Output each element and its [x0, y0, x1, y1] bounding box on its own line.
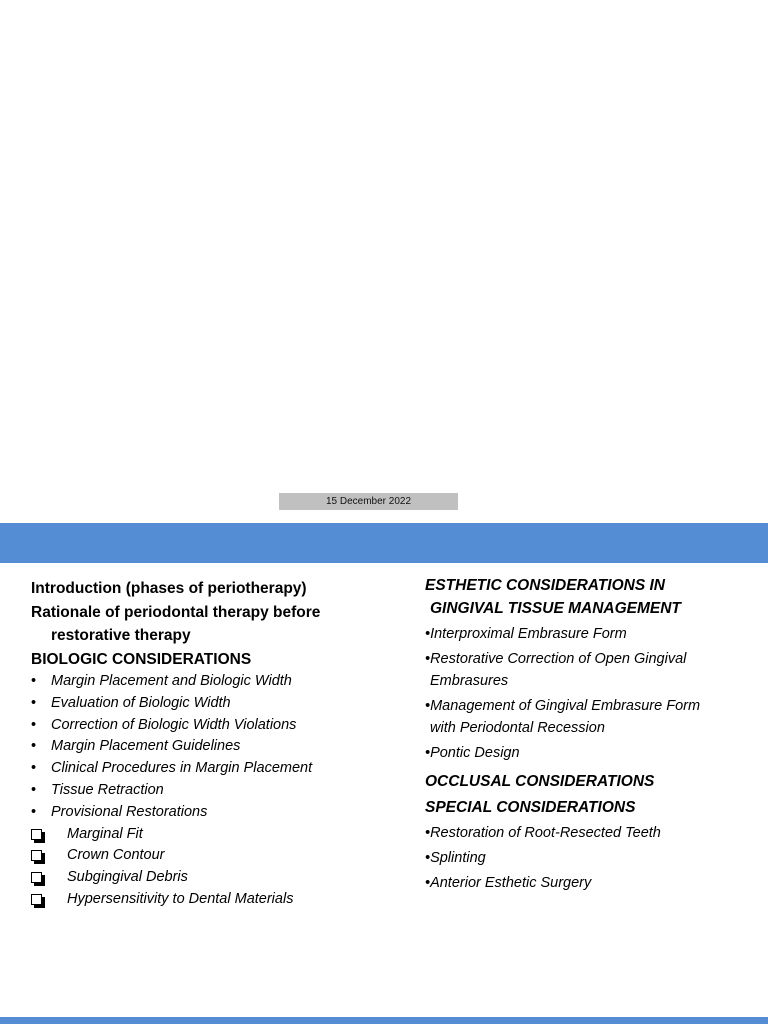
list-item: Hypersensitivity to Dental Materials: [31, 889, 411, 911]
checkbox-bullet-icon: [31, 894, 42, 905]
rationale-heading: Rationale of periodontal therapy before: [31, 603, 321, 621]
list-item: • Margin Placement Guidelines: [31, 736, 411, 758]
special-heading: SPECIAL CONSIDERATIONS: [425, 799, 636, 816]
intro-heading: Introduction (phases of periotherapy): [31, 580, 307, 597]
list-item: •Management of Gingival Embrasure Form with Periodontal Recession: [425, 698, 701, 736]
list-item: Subgingival Debris: [31, 867, 411, 889]
checkbox-bullet-icon: [31, 850, 42, 861]
bullet-icon: •: [31, 781, 37, 798]
list-item: • Evaluation of Biologic Width: [31, 693, 411, 715]
esthetic-heading-cont: GINGIVAL TISSUE MANAGEMENT: [430, 600, 681, 617]
bullet-icon: •: [31, 716, 37, 733]
bullet-icon: •: [31, 803, 37, 820]
checkbox-bullet-icon: [31, 872, 42, 883]
list-item: • Margin Placement and Biologic Width: [31, 671, 411, 693]
list-item: •Restoration of Root-Resected Teeth: [425, 825, 661, 841]
bullet-icon: •: [31, 760, 37, 777]
biologic-heading: BIOLOGIC CONSIDERATIONS: [31, 650, 252, 668]
list-item: Marginal Fit: [31, 824, 411, 846]
date-label: 15 December 2022: [279, 493, 458, 510]
rationale-heading-cont: restorative therapy: [51, 627, 191, 644]
bullet-icon: •: [31, 694, 37, 711]
esthetic-list: [425, 623, 765, 764]
box-bullet-list: [31, 824, 411, 911]
list-item: •Anterior Esthetic Surgery: [425, 875, 592, 891]
esthetic-heading: ESTHETIC CONSIDERATIONS IN: [425, 577, 665, 594]
list-item: •Interproximal Embrasure Form: [425, 626, 627, 642]
list-item: •Splinting: [425, 850, 486, 866]
list-item: • Provisional Restorations: [31, 802, 411, 824]
list-item: Crown Contour: [31, 845, 411, 867]
list-item: • Correction of Biologic Width Violations: [31, 715, 411, 737]
header-band: [0, 523, 768, 563]
checkbox-bullet-icon: [31, 829, 42, 840]
list-item: • Clinical Procedures in Margin Placement: [31, 758, 411, 780]
occlusal-heading: OCCLUSAL CONSIDERATIONS: [425, 773, 655, 790]
left-column: [31, 577, 411, 911]
right-column: [425, 574, 765, 894]
biologic-bullet-list: [31, 671, 411, 824]
footer-band: [0, 1017, 768, 1024]
bullet-icon: •: [31, 738, 37, 755]
list-item: •Pontic Design: [425, 745, 520, 761]
list-item: • Tissue Retraction: [31, 780, 411, 802]
list-item: •Restorative Correction of Open Gingival Embrasures: [425, 651, 687, 689]
bullet-icon: •: [31, 673, 37, 689]
special-list: [425, 822, 765, 894]
